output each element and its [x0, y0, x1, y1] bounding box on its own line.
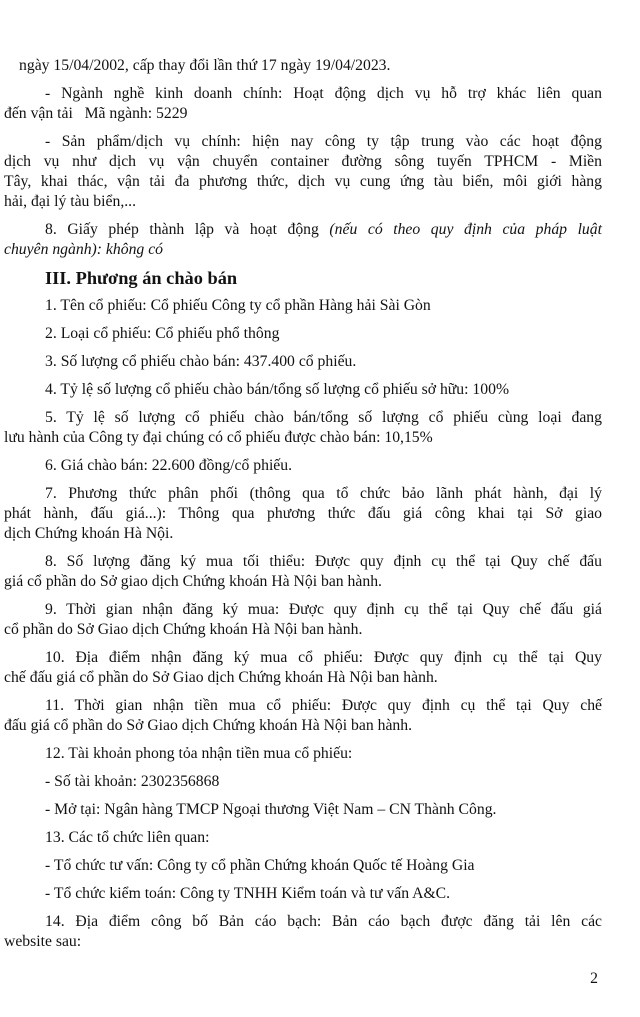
item-12-account-number [4, 772, 602, 792]
item-2-stock-type [4, 324, 602, 344]
text-line: phát hành, đấu giá...): Thông qua phương thức đấu giá công khai tại Sở giao [4, 505, 602, 522]
item-6-offer-price [4, 456, 602, 476]
para-amendment-date [4, 56, 602, 76]
text-line: - Sản phẩm/dịch vụ chính: hiện nay công ty tập trung vào các hoạt động [45, 133, 602, 150]
text-line: 6. Giá chào bán: 22.600 đồng/cổ phiếu. [45, 457, 293, 474]
item-1-stock-name [4, 296, 602, 316]
item-13-related-orgs [4, 828, 602, 848]
text-line: giá cổ phần do Sở giao dịch Chứng khoán Hà Nội ban hành. [4, 573, 382, 590]
text-line: - Ngành nghề kinh doanh chính: Hoạt động dịch vụ hỗ trợ khác liên quan [45, 85, 602, 102]
text-line: 10. Địa điểm nhận đăng ký mua cổ phiếu: Được quy định cụ thể tại Quy [45, 649, 602, 666]
text-line: dịch vụ như dịch vụ vận chuyển container đường sông tuyến TPHCM - Miền [4, 153, 602, 170]
item-14-prospectus [4, 912, 602, 952]
text-line: 7. Phương thức phân phối (thông qua tổ chức bảo lãnh phát hành, đại lý [45, 485, 602, 502]
para-main-business [4, 84, 602, 124]
item-11-payment-time [4, 696, 602, 736]
text-line: - Tổ chức tư vấn: Công ty cổ phần Chứng khoán Quốc tế Hoàng Gia [45, 857, 475, 874]
text-line: Tây, khai thác, vận tải đa phương thức, dịch vụ cung ứng tàu biển, môi giới hàng [4, 173, 602, 190]
item-13-auditor [4, 884, 602, 904]
text-line: hải, đại lý tàu biển,... [4, 193, 137, 210]
section-heading: III. Phương án chào bán [45, 268, 238, 288]
item-5-offer-ratio-outstanding [4, 408, 602, 448]
text-line: 5. Tỷ lệ số lượng cổ phiếu chào bán/tổng số lượng cổ phiếu cùng loại đang [45, 409, 602, 426]
text-line: 3. Số lượng cổ phiếu chào bán: 437.400 cổ phiếu. [45, 353, 357, 370]
para-main-products [4, 132, 602, 212]
para-establishment-license [4, 220, 602, 260]
text-line: lưu hành của Công ty đại chúng có cổ phiếu được chào bán: 10,15% [4, 429, 433, 446]
text-line: 9. Thời gian nhận đăng ký mua: Được quy định cụ thể tại Quy chế đấu giá [45, 601, 602, 618]
item-12-bank [4, 800, 602, 820]
item-3-offer-quantity [4, 352, 602, 372]
page-number: 2 [590, 970, 598, 987]
text-line: cổ phần do Sở Giao dịch Chứng khoán Hà Nội ban hành. [4, 621, 363, 638]
text-line: ngày 15/04/2002, cấp thay đổi lần thứ 17 ngày 19/04/2023. [19, 57, 391, 74]
item-4-offer-ratio-owned [4, 380, 602, 400]
item-8-min-registration [4, 552, 602, 592]
text-line: - Mở tại: Ngân hàng TMCP Ngoại thương Việt Nam – CN Thành Công. [45, 801, 497, 818]
item-9-registration-time [4, 600, 602, 640]
item-10-registration-place [4, 648, 602, 688]
text-line: 2. Loại cổ phiếu: Cổ phiếu phổ thông [45, 325, 280, 342]
text-line: chế đấu giá cổ phần do Sở Giao dịch Chứng khoán Hà Nội ban hành. [4, 669, 438, 686]
text-line: dịch Chứng khoán Hà Nội. [4, 525, 174, 542]
text-line: - Số tài khoản: 2302356868 [45, 773, 220, 790]
item-13-advisor [4, 856, 602, 876]
text-line [4, 220, 602, 240]
text-line: 11. Thời gian nhận tiền mua cổ phiếu: Được quy định cụ thể tại Quy chế [45, 697, 602, 714]
text-line: 8. Số lượng đăng ký mua tối thiểu: Được quy định cụ thể tại Quy chế đấu [45, 553, 602, 570]
heading-section-iii [4, 268, 602, 288]
text-line: 4. Tỷ lệ số lượng cổ phiếu chào bán/tổng số lượng cổ phiếu sở hữu: 100% [45, 381, 510, 398]
text-line: website sau: [4, 933, 82, 950]
text-line: 14. Địa điểm công bố Bản cáo bạch: Bản cáo bạch được đăng tải lên các [45, 913, 602, 930]
text-line: - Tổ chức kiểm toán: Công ty TNHH Kiểm toán và tư vấn A&C. [45, 885, 451, 902]
text-line: đấu giá cổ phần do Sở Giao dịch Chứng khoán Hà Nội ban hành. [4, 717, 413, 734]
text-line: chuyên ngành): không có [4, 241, 163, 258]
text-line: 12. Tài khoản phong tỏa nhận tiền mua cổ phiếu: [45, 745, 353, 762]
license-label: 8. Giấy phép thành lập và hoạt động [45, 221, 330, 238]
license-note-italic: (nếu có theo quy định của pháp luật [329, 221, 602, 238]
item-7-distribution-method [4, 484, 602, 544]
item-12-escrow-account [4, 744, 602, 764]
text-line: đến vận tải Mã ngành: 5229 [4, 105, 188, 122]
text-line: 13. Các tổ chức liên quan: [45, 829, 210, 846]
text-line: 1. Tên cổ phiếu: Cổ phiếu Công ty cổ phần Hàng hải Sài Gòn [45, 297, 431, 314]
